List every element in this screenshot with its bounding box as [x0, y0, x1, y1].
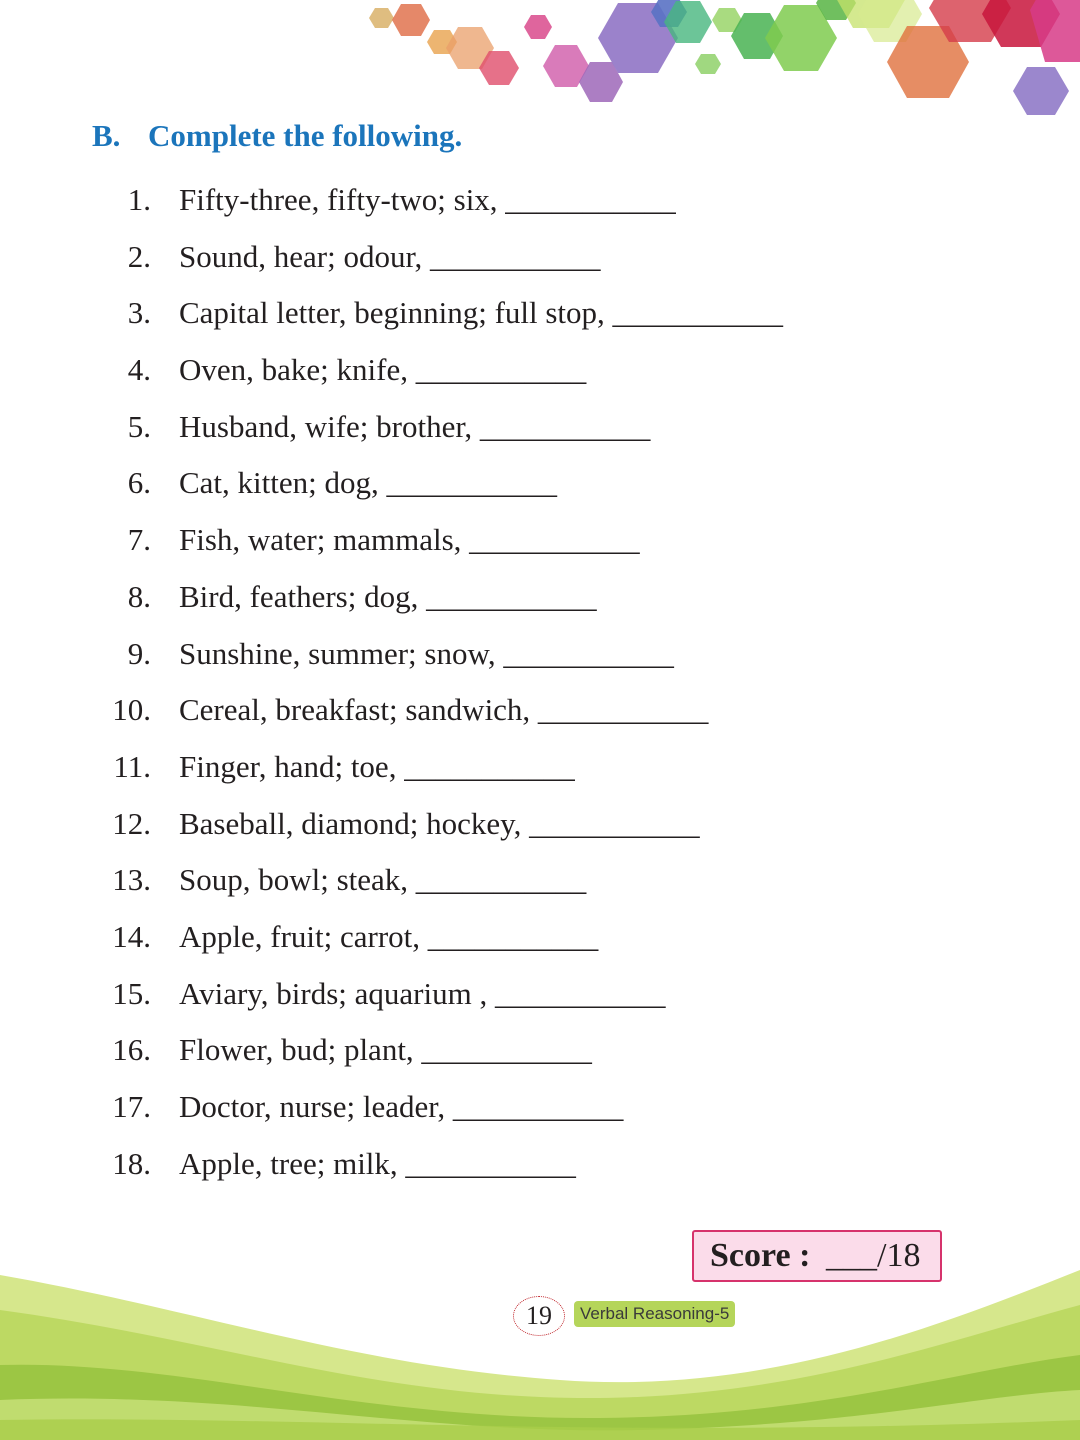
question-text: Sound, hear; odour, ___________ — [179, 238, 601, 274]
book-title-tag: Verbal Reasoning-5 — [574, 1301, 735, 1327]
question-item — [0, 229, 1080, 286]
question-text: Apple, fruit; carrot, ___________ — [179, 918, 599, 954]
score-value: ___/18 — [826, 1237, 921, 1274]
question-number: 8. — [127, 578, 151, 614]
question-text: Oven, bake; knife, ___________ — [179, 352, 587, 388]
question-number: 5. — [127, 408, 151, 444]
question-number: 17. — [112, 1089, 151, 1124]
question-item — [0, 399, 1080, 456]
question-number: 4. — [127, 352, 151, 388]
question-text: Fifty-three, fifty-two; six, ___________ — [179, 182, 676, 217]
question-item — [0, 342, 1080, 399]
question-item — [0, 796, 1080, 853]
question-text: Cereal, breakfast; sandwich, ___________ — [179, 692, 709, 728]
question-number: 14. — [112, 918, 151, 954]
question-item — [0, 512, 1080, 569]
question-text: Capital letter, beginning; full stop, ___________ — [179, 295, 784, 331]
question-number: 15. — [112, 975, 151, 1011]
question-item — [0, 1136, 1080, 1193]
question-item — [0, 909, 1080, 966]
question-number: 10. — [112, 692, 151, 728]
question-item — [0, 455, 1080, 512]
hexagon-shapes — [369, 0, 1080, 115]
question-number: 7. — [127, 522, 151, 558]
section-title: Complete the following. — [148, 118, 463, 153]
question-number: 16. — [112, 1032, 151, 1068]
question-text: Finger, hand; toe, ___________ — [179, 748, 575, 784]
question-text: Aviary, birds; aquarium , ___________ — [179, 975, 666, 1011]
question-text: Soup, bowl; steak, ___________ — [179, 862, 587, 898]
question-item — [0, 1079, 1080, 1136]
question-text: Doctor, nurse; leader, ___________ — [179, 1089, 624, 1124]
section-heading — [92, 118, 462, 154]
question-number: 9. — [127, 635, 151, 671]
question-number: 18. — [112, 1145, 151, 1181]
question-item — [0, 172, 1080, 229]
question-text: Flower, bud; plant, ___________ — [179, 1032, 592, 1068]
question-text: Baseball, diamond; hockey, ___________ — [179, 805, 700, 841]
question-number: 11. — [113, 748, 151, 784]
question-text: Apple, tree; milk, ___________ — [179, 1145, 576, 1181]
question-text: Husband, wife; brother, ___________ — [179, 408, 651, 444]
question-number: 3. — [127, 295, 151, 331]
question-number: 12. — [112, 805, 151, 841]
question-text: Bird, feathers; dog, ___________ — [179, 578, 597, 614]
question-item — [0, 285, 1080, 342]
score-box — [692, 1230, 942, 1282]
question-item — [0, 966, 1080, 1023]
hexagon-decoration — [0, 0, 1080, 130]
question-item — [0, 626, 1080, 683]
question-number: 13. — [112, 862, 151, 898]
score-label: Score : — [710, 1237, 811, 1274]
question-text: Sunshine, summer; snow, ___________ — [179, 635, 674, 671]
question-number: 6. — [127, 465, 151, 501]
question-item — [0, 739, 1080, 796]
question-item — [0, 852, 1080, 909]
question-number: 1. — [127, 182, 151, 217]
question-number: 2. — [127, 238, 151, 274]
question-text: Cat, kitten; dog, ___________ — [179, 465, 558, 501]
question-list — [0, 172, 1080, 1192]
question-text: Fish, water; mammals, ___________ — [179, 522, 640, 558]
question-item — [0, 569, 1080, 626]
page-number: 19 — [513, 1296, 565, 1336]
section-letter: B. — [92, 118, 121, 153]
question-item — [0, 1022, 1080, 1079]
question-item — [0, 682, 1080, 739]
